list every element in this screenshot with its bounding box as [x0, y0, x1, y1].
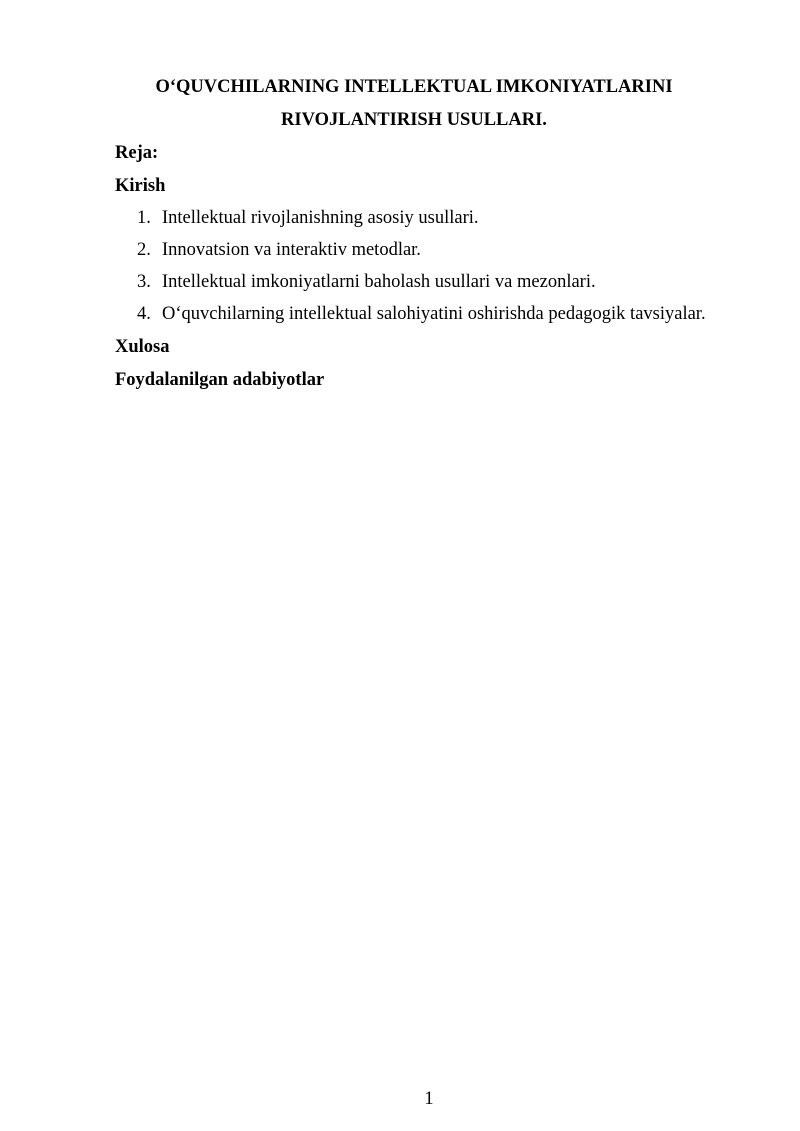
page-number: 1 — [424, 1089, 434, 1109]
conclusion-heading: Xulosa — [115, 337, 170, 357]
plan-item-text: Innovatsion va interaktiv metodlar. — [162, 240, 421, 260]
plan-item-number: 4. — [137, 304, 151, 324]
plan-heading: Reja: — [115, 143, 159, 163]
document-title-line-2: RIVOJLANTIRISH USULLARI. — [281, 110, 547, 130]
plan-item-number: 2. — [137, 240, 151, 260]
document-title-line-1: O‘QUVCHILARNING INTELLEKTUAL IMKONIYATLARINI — [155, 77, 673, 97]
plan-item-number: 1. — [137, 208, 151, 228]
plan-item-text: Intellektual imkoniyatlarni baholash usullari va mezonlari. — [162, 272, 596, 292]
plan-item-text: Intellektual rivojlanishning asosiy usullari. — [162, 208, 479, 228]
plan-item-number: 3. — [137, 272, 151, 292]
introduction-heading: Kirish — [115, 176, 166, 196]
plan-item-text: O‘quvchilarning intellektual salohiyatini oshirishda pedagogik tavsiyalar. — [162, 304, 706, 324]
references-heading: Foydalanilgan adabiyotlar — [115, 370, 325, 390]
